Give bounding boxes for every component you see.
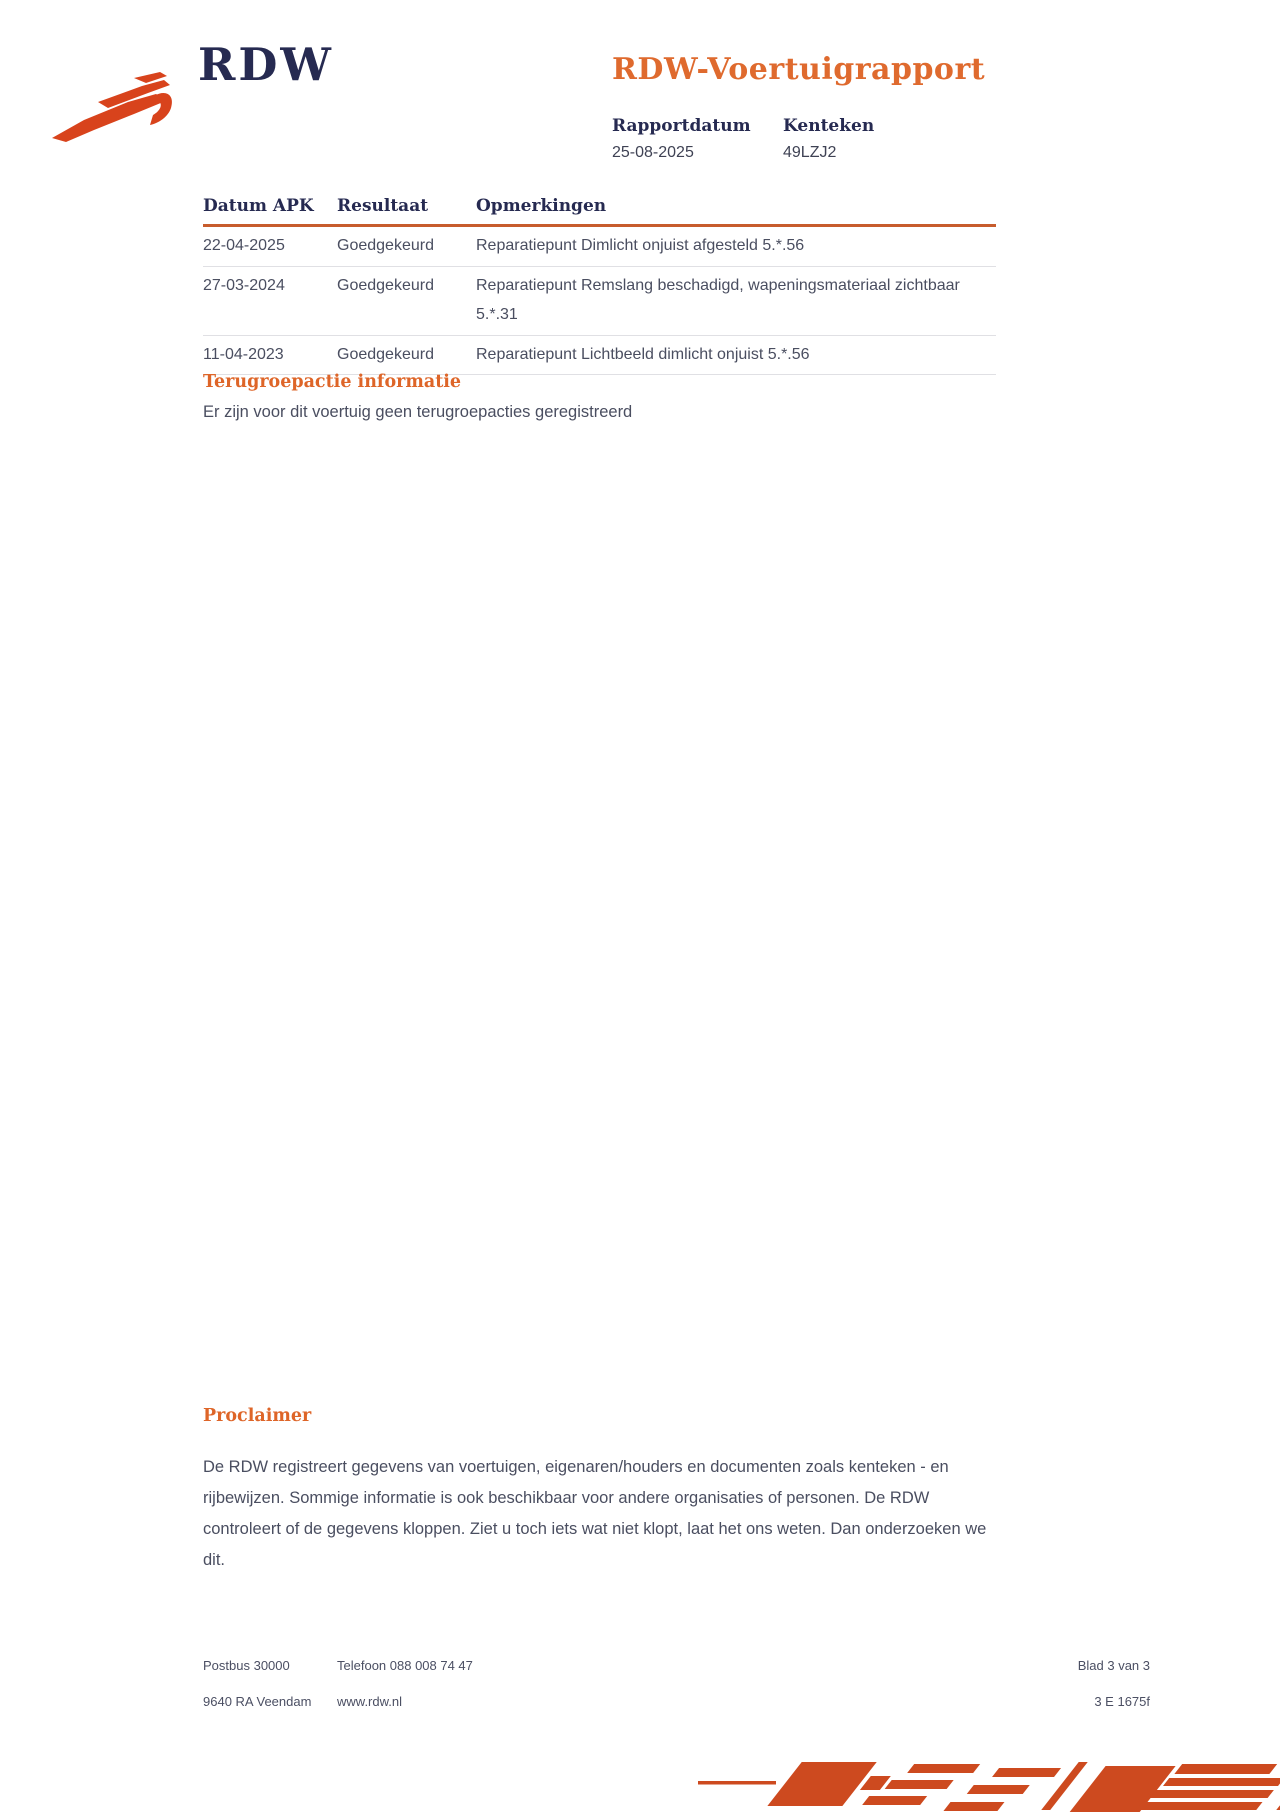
cell-resultaat: Goedgekeurd: [337, 345, 434, 363]
proclaimer-heading: Proclaimer: [203, 1406, 312, 1426]
table-row: [203, 336, 996, 376]
column-header-opmerkingen: Opmerkingen: [476, 196, 607, 216]
cell-datum: 27-03-2024: [203, 276, 285, 294]
cell-resultaat: Goedgekeurd: [337, 276, 434, 294]
column-header-datum-apk: Datum APK: [203, 196, 314, 216]
table-row: [203, 267, 996, 336]
recall-section: [203, 372, 996, 422]
footer-form-code: 3 E 1675f: [1094, 1694, 1150, 1709]
proclaimer-section: [203, 1406, 995, 1576]
table-row: [203, 227, 996, 267]
cell-opmerkingen: Reparatiepunt Remslang beschadigd, wapeningsmateriaal zichtbaar 5.*.31: [476, 276, 960, 324]
license-plate-value: 49LZJ2: [783, 144, 837, 161]
report-date-label: Rapportdatum: [612, 116, 751, 136]
footer-postbus: Postbus 30000: [203, 1658, 290, 1673]
footer-phone: Telefoon 088 008 74 47: [337, 1658, 473, 1673]
cell-opmerkingen: Reparatiepunt Dimlicht onjuist afgesteld 5.*.56: [476, 237, 805, 254]
cell-datum: 22-04-2025: [203, 237, 285, 254]
footer-contact: [337, 1658, 473, 1730]
footer-page-indicator: Blad 3 van 3: [1077, 1658, 1150, 1673]
footer-page-info: [1078, 1658, 1150, 1730]
cell-opmerkingen: Reparatiepunt Lichtbeeld dimlicht onjuist 5.*.56: [476, 345, 810, 363]
report-date-value: 25-08-2025: [612, 144, 694, 161]
footer-address: [203, 1658, 311, 1730]
recall-section-heading: Terugroepactie informatie: [203, 372, 462, 392]
proclaimer-body: De RDW registreert gegevens van voertuigen, eigenaren/houders en documenten zoals kenteken - en rijbewijzen. Sommige informatie is ook beschikbaar voor andere organisaties of personen. De RDW controleert of de gegevens kloppen. Ziet u toch iets wat niet klopt, laat het ons weten. Dan onderzoeken we dit.: [203, 1458, 987, 1569]
cell-datum: 11-04-2023: [203, 345, 284, 363]
cell-resultaat: Goedgekeurd: [337, 237, 434, 254]
footer-city: 9640 RA Veendam: [203, 1694, 312, 1709]
report-date-block: [612, 116, 751, 162]
apk-history-table: [203, 196, 996, 375]
recall-section-body: Er zijn voor dit voertuig geen terugroepacties geregistreerd: [203, 403, 633, 421]
rdw-logo-text: RDW: [198, 38, 334, 91]
rdw-stripe-pattern-graphic: [660, 1754, 1280, 1812]
rdw-logo-swoosh-icon: [50, 56, 190, 144]
column-header-resultaat: Resultaat: [337, 196, 429, 216]
page-title: RDW-Voertuigrapport: [612, 52, 986, 87]
table-header-row: [203, 196, 996, 227]
license-plate-label: Kenteken: [783, 116, 875, 136]
footer-website-link[interactable]: www.rdw.nl: [337, 1694, 403, 1709]
license-plate-block: [783, 116, 874, 162]
